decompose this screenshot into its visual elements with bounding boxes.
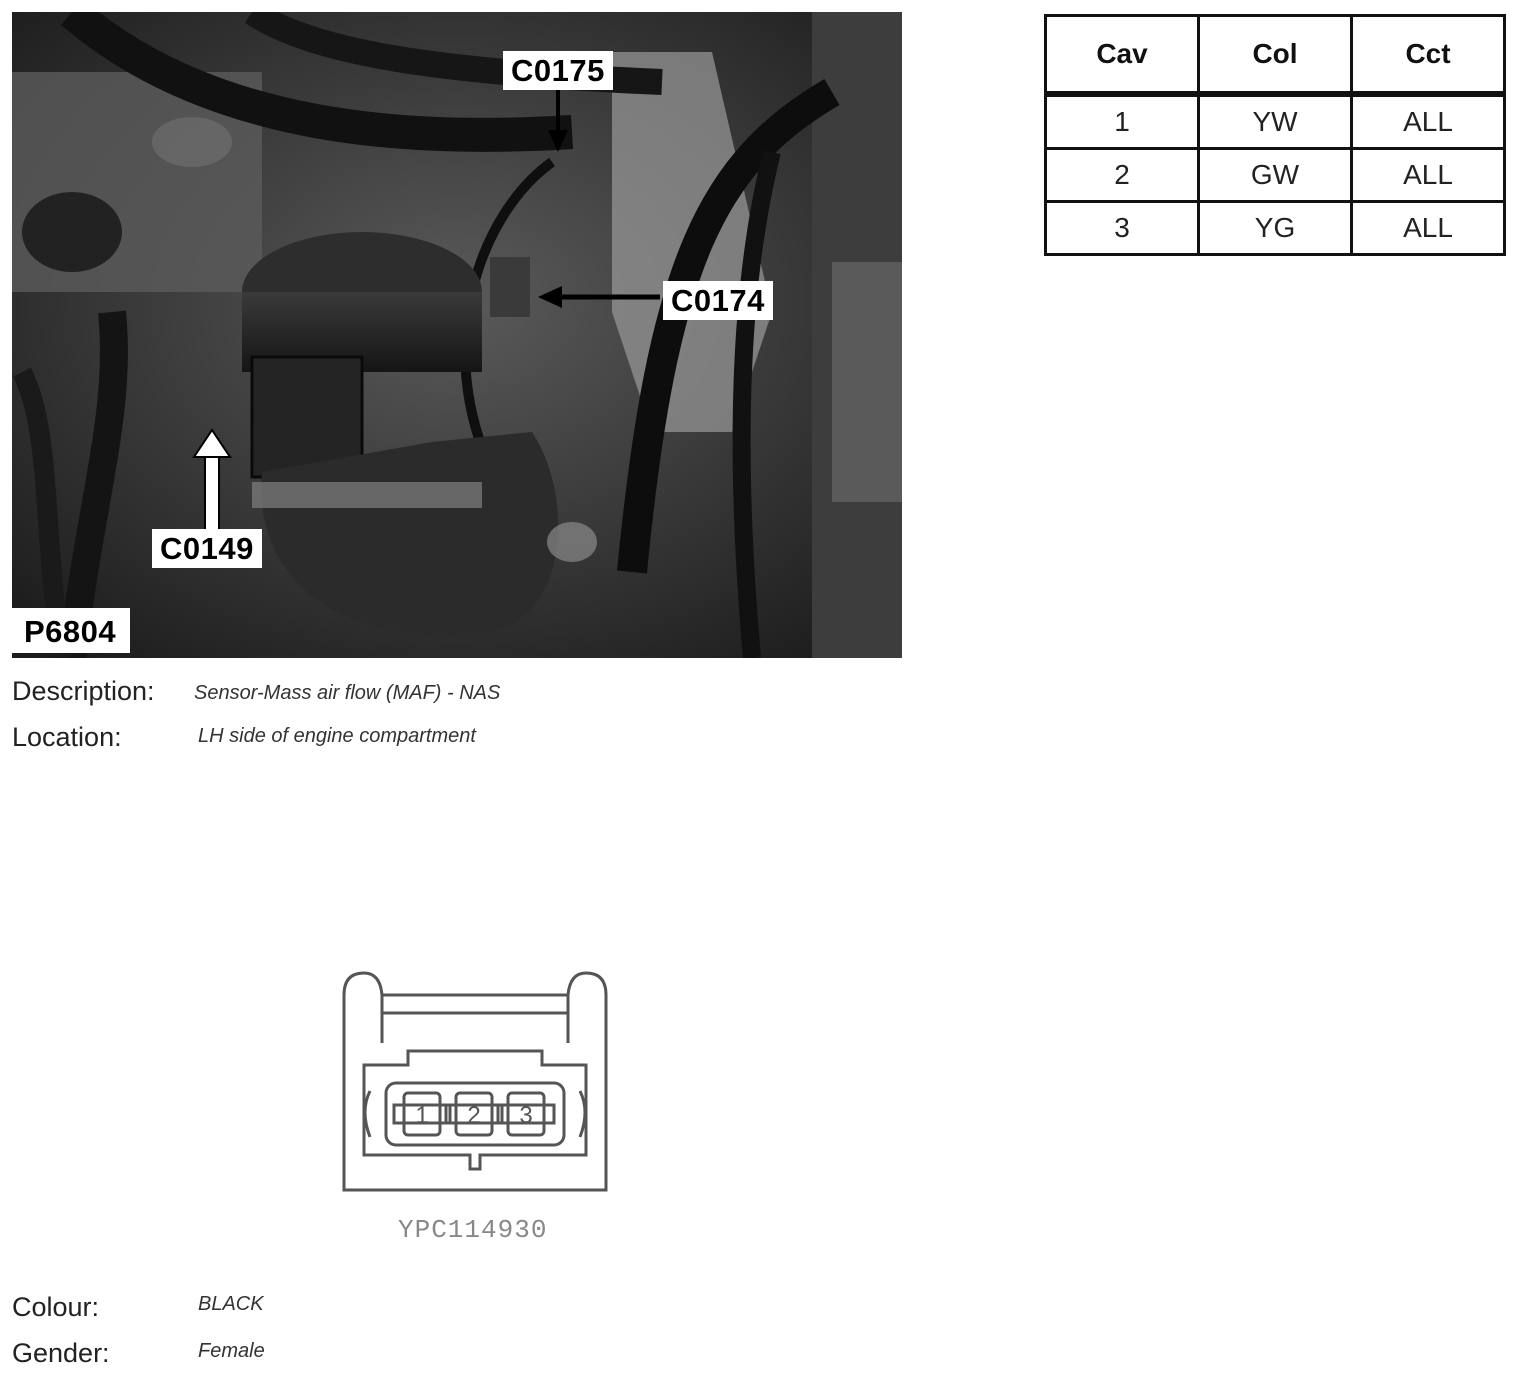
- table-header-row: [1046, 16, 1505, 95]
- cell-cav: 2: [1046, 149, 1199, 202]
- pin-label-1: 1: [415, 1102, 429, 1129]
- cell-cct: ALL: [1352, 202, 1505, 255]
- callout-c0175: C0175: [503, 51, 613, 90]
- cell-cav: 3: [1046, 202, 1199, 255]
- location-label: Location:: [12, 722, 122, 752]
- location-value: LH side of engine compartment: [198, 725, 476, 747]
- header-cct: Cct: [1352, 16, 1505, 95]
- cell-cct: ALL: [1352, 94, 1505, 149]
- pin-label-2: 2: [467, 1102, 481, 1129]
- callout-c0174: C0174: [663, 281, 773, 320]
- description-value: Sensor-Mass air flow (MAF) - NAS: [194, 682, 501, 704]
- cell-col: YW: [1199, 94, 1352, 149]
- gender-label: Gender:: [12, 1338, 110, 1368]
- colour-label: Colour:: [12, 1292, 100, 1322]
- header-cav: Cav: [1046, 16, 1199, 95]
- table-row: [1046, 149, 1505, 202]
- description-label: Description:: [12, 676, 155, 706]
- header-col: Col: [1199, 16, 1352, 95]
- table-row: [1046, 202, 1505, 255]
- pin-label-3: 3: [519, 1102, 533, 1129]
- cell-col: YG: [1199, 202, 1352, 255]
- colour-value: BLACK: [198, 1293, 264, 1315]
- figure-id: P6804: [12, 608, 130, 653]
- callout-c0149: C0149: [152, 529, 262, 568]
- gender-value: Female: [198, 1340, 265, 1362]
- cell-cav: 1: [1046, 94, 1199, 149]
- connector-part-number: YPC114930: [398, 1215, 548, 1245]
- cell-cct: ALL: [1352, 149, 1505, 202]
- engine-photo-illustration: [12, 12, 902, 658]
- cavity-table: [1044, 14, 1506, 256]
- cell-col: GW: [1199, 149, 1352, 202]
- engine-photo: [12, 12, 902, 658]
- table-row: [1046, 94, 1505, 149]
- connector-face-diagram: [330, 965, 620, 1210]
